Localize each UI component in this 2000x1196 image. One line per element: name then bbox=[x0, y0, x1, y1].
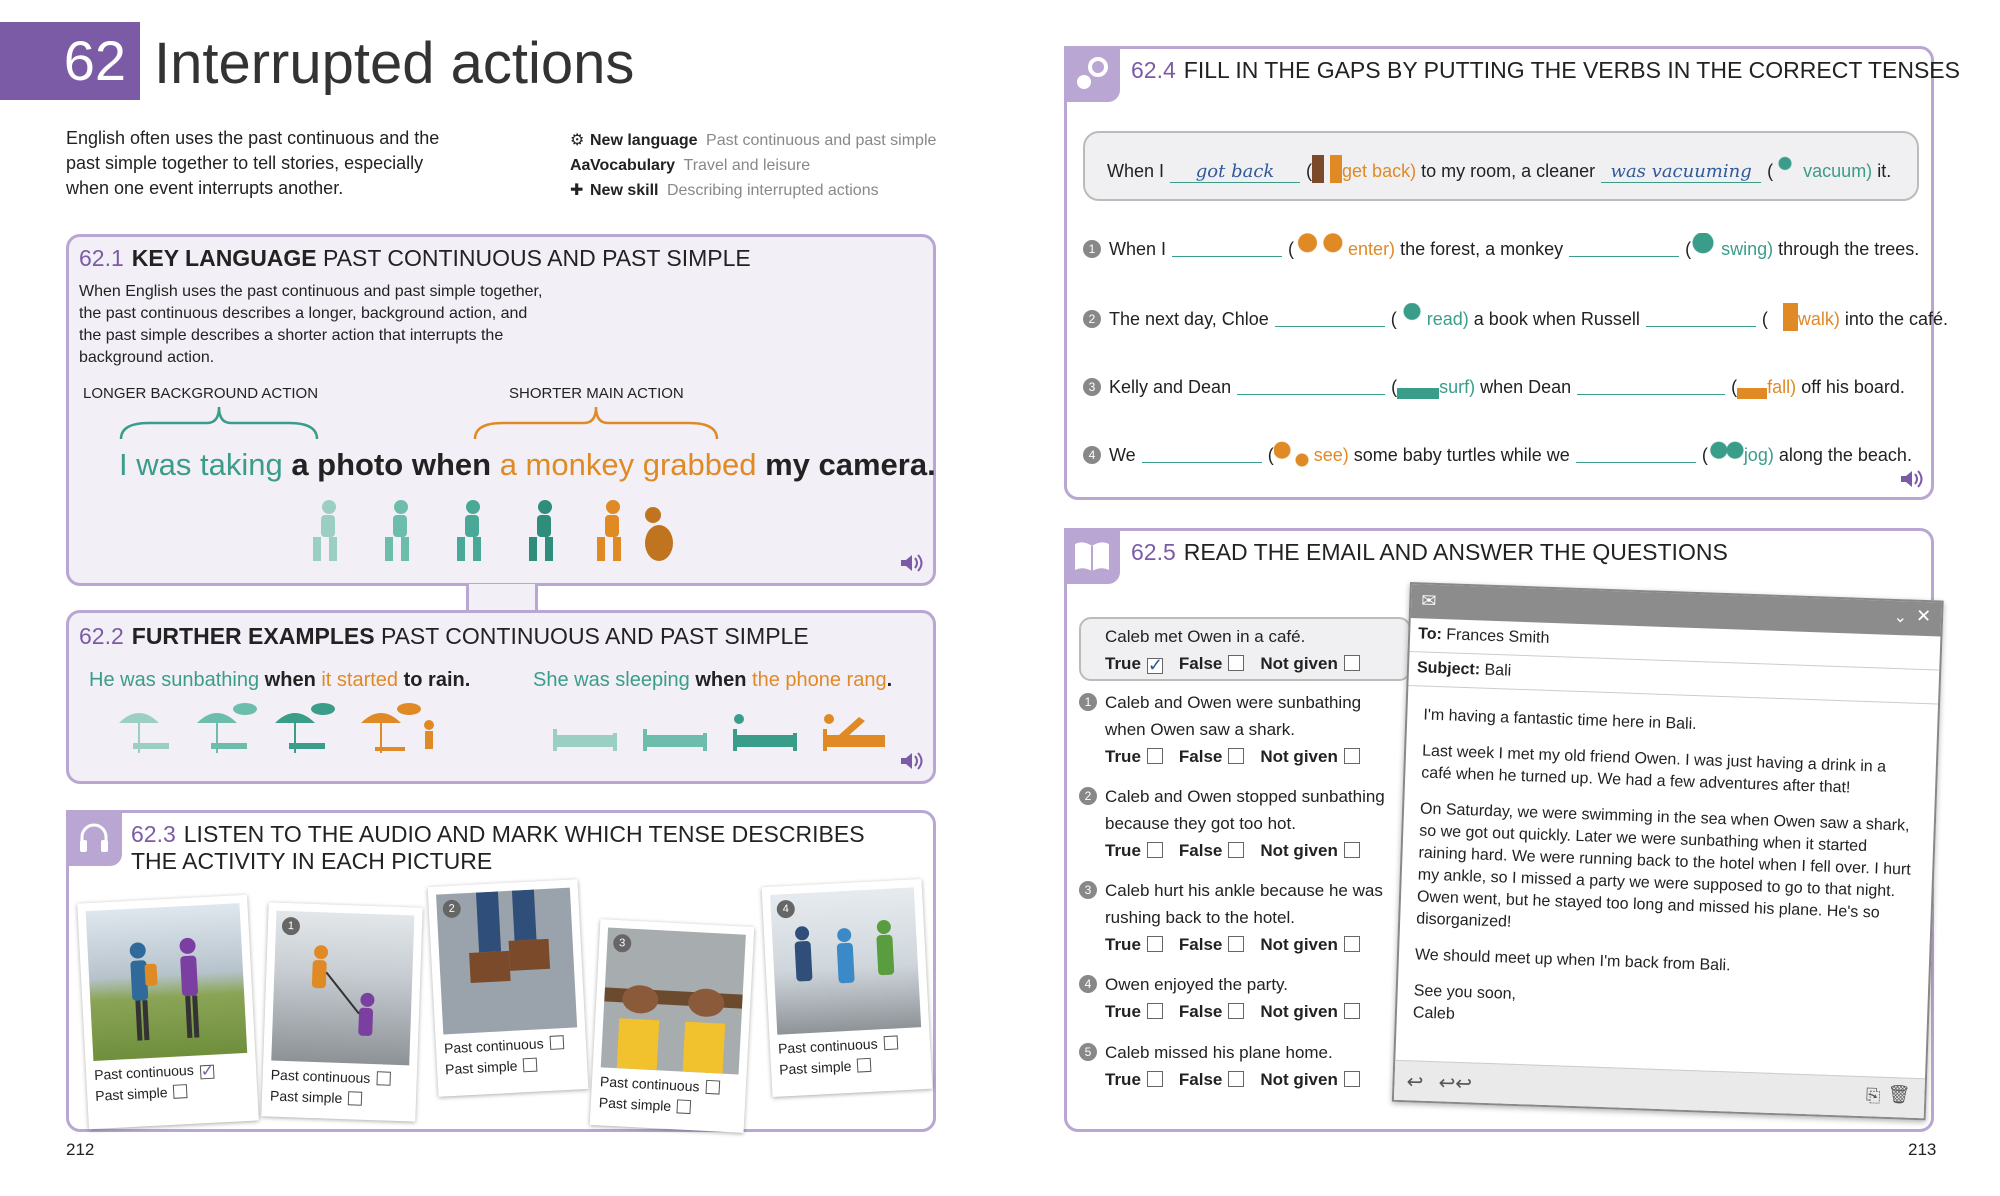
practice-tab bbox=[1064, 46, 1120, 102]
gap-input[interactable] bbox=[1569, 241, 1679, 257]
checkbox-past-simple[interactable] bbox=[173, 1084, 188, 1099]
brace-shorter bbox=[473, 405, 719, 441]
falling-surfer-icon bbox=[1737, 371, 1767, 399]
sunbathing-rain-illustration bbox=[113, 703, 453, 759]
aa-icon: Aa bbox=[570, 157, 591, 174]
turtles-icon bbox=[1274, 439, 1314, 467]
gap-input[interactable] bbox=[1237, 379, 1385, 395]
reading-tab bbox=[1064, 528, 1120, 584]
gap-input[interactable] bbox=[1275, 311, 1385, 327]
attachment-icon[interactable]: ⎘ bbox=[1865, 1085, 1881, 1106]
vacuum-icon bbox=[1773, 155, 1803, 183]
section-62-1 bbox=[66, 234, 936, 586]
checkbox-past-simple[interactable] bbox=[857, 1058, 872, 1073]
gears-icon bbox=[1072, 54, 1112, 94]
worked-example: When I got back ( get back) to my room, a cleaner was vacuuming ( vacuum) it. bbox=[1083, 131, 1919, 201]
reply-all-icon[interactable]: ↩↩ bbox=[1438, 1072, 1473, 1096]
not-given-checkbox[interactable] bbox=[1344, 1071, 1360, 1087]
photo-3-options: Past continuous Past simple bbox=[598, 1071, 738, 1120]
photo-example bbox=[77, 895, 259, 1130]
section-62-4 bbox=[1064, 46, 1960, 500]
photo-4-options: Past continuous Past simple bbox=[778, 1031, 924, 1080]
gap-input[interactable] bbox=[1142, 447, 1262, 463]
false-checkbox[interactable] bbox=[1228, 655, 1244, 671]
unit-number: 62 bbox=[63, 29, 126, 92]
photo-number: 2 bbox=[442, 899, 461, 918]
close-icon[interactable]: ✕ bbox=[1915, 605, 1932, 627]
section-62-2 bbox=[66, 610, 936, 784]
connector-62-1-62-2 bbox=[466, 584, 538, 612]
section-62-3 bbox=[66, 810, 936, 1132]
unit-meta bbox=[570, 128, 936, 203]
key-sentence: I was taking a photo when a monkey grabbed my camera. bbox=[119, 447, 936, 482]
not-given-checkbox[interactable] bbox=[1344, 1003, 1360, 1019]
photo-number: 1 bbox=[282, 917, 301, 936]
gap-item-1: 1 When I ( enter) the forest, a monkey ( swing) through the trees. bbox=[1083, 233, 1919, 261]
true-checkbox[interactable]: ✓ bbox=[1147, 655, 1163, 675]
speaker-icon[interactable] bbox=[899, 751, 923, 771]
reply-icon[interactable]: ↩ bbox=[1406, 1071, 1424, 1094]
true-checkbox[interactable] bbox=[1147, 1003, 1163, 1019]
minimize-icon[interactable]: ⌄ bbox=[1893, 608, 1908, 627]
checkbox-past-continuous[interactable]: ✓ bbox=[200, 1062, 215, 1081]
gap-item-2: 2 The next day, Chloe ( read) a book when Russell ( walk) into the café. bbox=[1083, 303, 1948, 331]
meta-new-skill: ✚ New skill Describing interrupted actions bbox=[570, 178, 936, 203]
photo-2 bbox=[428, 879, 589, 1097]
example-sentence-2: She was sleeping when the phone rang. bbox=[533, 669, 893, 691]
email-to-row: To: Frances Smith bbox=[1410, 618, 1941, 670]
meta-new-language: ⚙ New language Past continuous and past simple bbox=[570, 128, 936, 153]
answer-1: got back bbox=[1170, 161, 1300, 183]
walking-door-icon bbox=[1768, 303, 1798, 331]
photo-number: 3 bbox=[613, 934, 632, 953]
speaker-icon[interactable] bbox=[899, 553, 923, 573]
photo-example-options: Past continuous ✓ Past simple bbox=[93, 1061, 215, 1104]
checkbox-past-continuous[interactable] bbox=[376, 1071, 390, 1085]
page-number-left: 212 bbox=[66, 1140, 95, 1159]
page-title: Interrupted actions bbox=[154, 31, 635, 96]
trees-icon bbox=[1294, 233, 1348, 261]
checkbox-past-continuous[interactable] bbox=[705, 1080, 720, 1095]
false-checkbox[interactable] bbox=[1228, 936, 1244, 952]
listen-tab bbox=[66, 810, 122, 866]
puzzle-icon: ✚ bbox=[570, 182, 584, 199]
false-checkbox[interactable] bbox=[1228, 748, 1244, 764]
section-62-5-title: 62.5 READ THE EMAIL AND ANSWER THE QUESTIONS bbox=[1131, 539, 1728, 565]
checkbox-past-simple[interactable] bbox=[348, 1091, 362, 1105]
label-longer-action: LONGER BACKGROUND ACTION bbox=[83, 385, 319, 402]
photo-1-options: Past continuous Past simple bbox=[270, 1065, 409, 1112]
jogging-icon bbox=[1708, 439, 1744, 467]
gap-input[interactable] bbox=[1577, 379, 1725, 395]
checkbox-past-simple[interactable] bbox=[677, 1099, 692, 1114]
photo-1 bbox=[261, 902, 422, 1121]
photo-2-options: Past continuous Past simple bbox=[444, 1031, 580, 1080]
gear-icon: ⚙ bbox=[570, 132, 585, 149]
question-5: 5 Caleb missed his plane home. True False Not given bbox=[1079, 1039, 1376, 1093]
intro-text: English often uses the past continuous and the past simple together to tell stories, especially when one event interrupts another. bbox=[66, 128, 440, 198]
section-62-2-title: 62.2 FURTHER EXAMPLES PAST CONTINUOUS AND PAST SIMPLE bbox=[79, 623, 809, 649]
true-checkbox[interactable] bbox=[1147, 842, 1163, 858]
question-4: 4 Owen enjoyed the party. True False Not given bbox=[1079, 971, 1376, 1025]
checkbox-past-continuous[interactable] bbox=[549, 1035, 564, 1050]
answer-2: was vacuuming bbox=[1601, 161, 1761, 183]
not-given-checkbox[interactable] bbox=[1344, 936, 1360, 952]
gap-input[interactable] bbox=[1646, 311, 1756, 327]
page-number-right: 213 bbox=[1908, 1140, 1937, 1159]
true-checkbox[interactable] bbox=[1147, 1071, 1163, 1087]
surfing-icon bbox=[1397, 371, 1439, 399]
question-2: 2 Caleb and Owen stopped sunbathing because they got too hot. True False Not given bbox=[1079, 783, 1385, 864]
false-checkbox[interactable] bbox=[1228, 842, 1244, 858]
trash-icon[interactable]: 🗑 bbox=[1887, 1083, 1911, 1105]
speaker-icon[interactable] bbox=[1899, 469, 1923, 489]
gap-item-4: 4 We ( see) some baby turtles while we ( jog) along the beach. bbox=[1083, 439, 1912, 467]
photo-sequence-illustration bbox=[303, 499, 703, 565]
false-checkbox[interactable] bbox=[1228, 1003, 1244, 1019]
question-3: 3 Caleb hurt his ankle because he was rushing back to the hotel. True False Not given bbox=[1079, 877, 1383, 958]
envelope-icon: ✉ bbox=[1421, 590, 1437, 611]
gap-input[interactable] bbox=[1576, 447, 1696, 463]
unit-number-tab bbox=[0, 22, 140, 100]
meta-vocabulary: AaVocabulary Travel and leisure bbox=[570, 153, 936, 178]
true-checkbox[interactable] bbox=[1147, 936, 1163, 952]
sleeping-phone-illustration bbox=[549, 709, 889, 759]
not-given-checkbox[interactable] bbox=[1344, 842, 1360, 858]
section-62-1-text: When English uses the past continuous and past simple together, the past continuous describes a longer, background action, and the past simple describes a shorter action that interrupts the background action. bbox=[79, 283, 543, 366]
email-window bbox=[1392, 582, 1944, 1120]
checkbox-past-simple[interactable] bbox=[523, 1058, 538, 1073]
section-62-1-title: 62.1 KEY LANGUAGE PAST CONTINUOUS AND PAST SIMPLE bbox=[79, 245, 751, 271]
photo-number: 4 bbox=[776, 900, 795, 919]
hotel-door-icon bbox=[1312, 155, 1342, 183]
section-62-4-title: 62.4 FILL IN THE GAPS BY PUTTING THE VERBS IN THE CORRECT TENSES bbox=[1131, 57, 1960, 83]
true-checkbox[interactable] bbox=[1147, 748, 1163, 764]
photo-3 bbox=[590, 919, 755, 1133]
photo-4 bbox=[762, 879, 933, 1097]
gap-item-3: 3 Kelly and Dean ( surf) when Dean ( fall) off his board. bbox=[1083, 371, 1905, 399]
false-checkbox[interactable] bbox=[1228, 1071, 1244, 1087]
section-62-3-title: 62.3 LISTEN TO THE AUDIO AND MARK WHICH TENSE DESCRIBES THE ACTIVITY IN EACH PICTURE bbox=[131, 821, 865, 874]
example-sentence-1: He was sunbathing when it started to rain. bbox=[89, 669, 471, 691]
question-1: 1 Caleb and Owen were sunbathing when Owen saw a shark. True False Not given bbox=[1079, 689, 1376, 770]
brace-longer bbox=[119, 405, 319, 441]
gap-input[interactable] bbox=[1172, 241, 1282, 257]
reading-icon bbox=[1397, 303, 1427, 331]
checkbox-past-continuous[interactable] bbox=[883, 1035, 898, 1050]
not-given-checkbox[interactable] bbox=[1344, 655, 1360, 671]
monkey-tree-icon bbox=[1691, 233, 1721, 261]
email-body: I'm having a fantastic time here in Bali. Last week I met my old friend Owen. I was just having a drink in a café when he turned up. We had a few adventures after that! On Saturday, we were swimming in the sea when Owen saw a shark, so we got out quickly. Later we were sunbathing when it started raining hard. We were running back to the hotel when I fell over. I hurt my ankle, so I missed a party we were supposed to go to that night. Owen went, but he stayed too long and missed his plane. He's so disorganized! We should meet up when I'm back from Bali. See you soon, Caleb bbox=[1412, 706, 1911, 1023]
label-shorter-action: SHORTER MAIN ACTION bbox=[509, 385, 684, 402]
email-subject-row: Subject: Bali bbox=[1408, 652, 1939, 704]
book-icon bbox=[1073, 540, 1111, 572]
not-given-checkbox[interactable] bbox=[1344, 748, 1360, 764]
example-question: Caleb met Owen in a café. True ✓ False Not given bbox=[1079, 617, 1411, 681]
headphones-icon bbox=[76, 820, 112, 856]
